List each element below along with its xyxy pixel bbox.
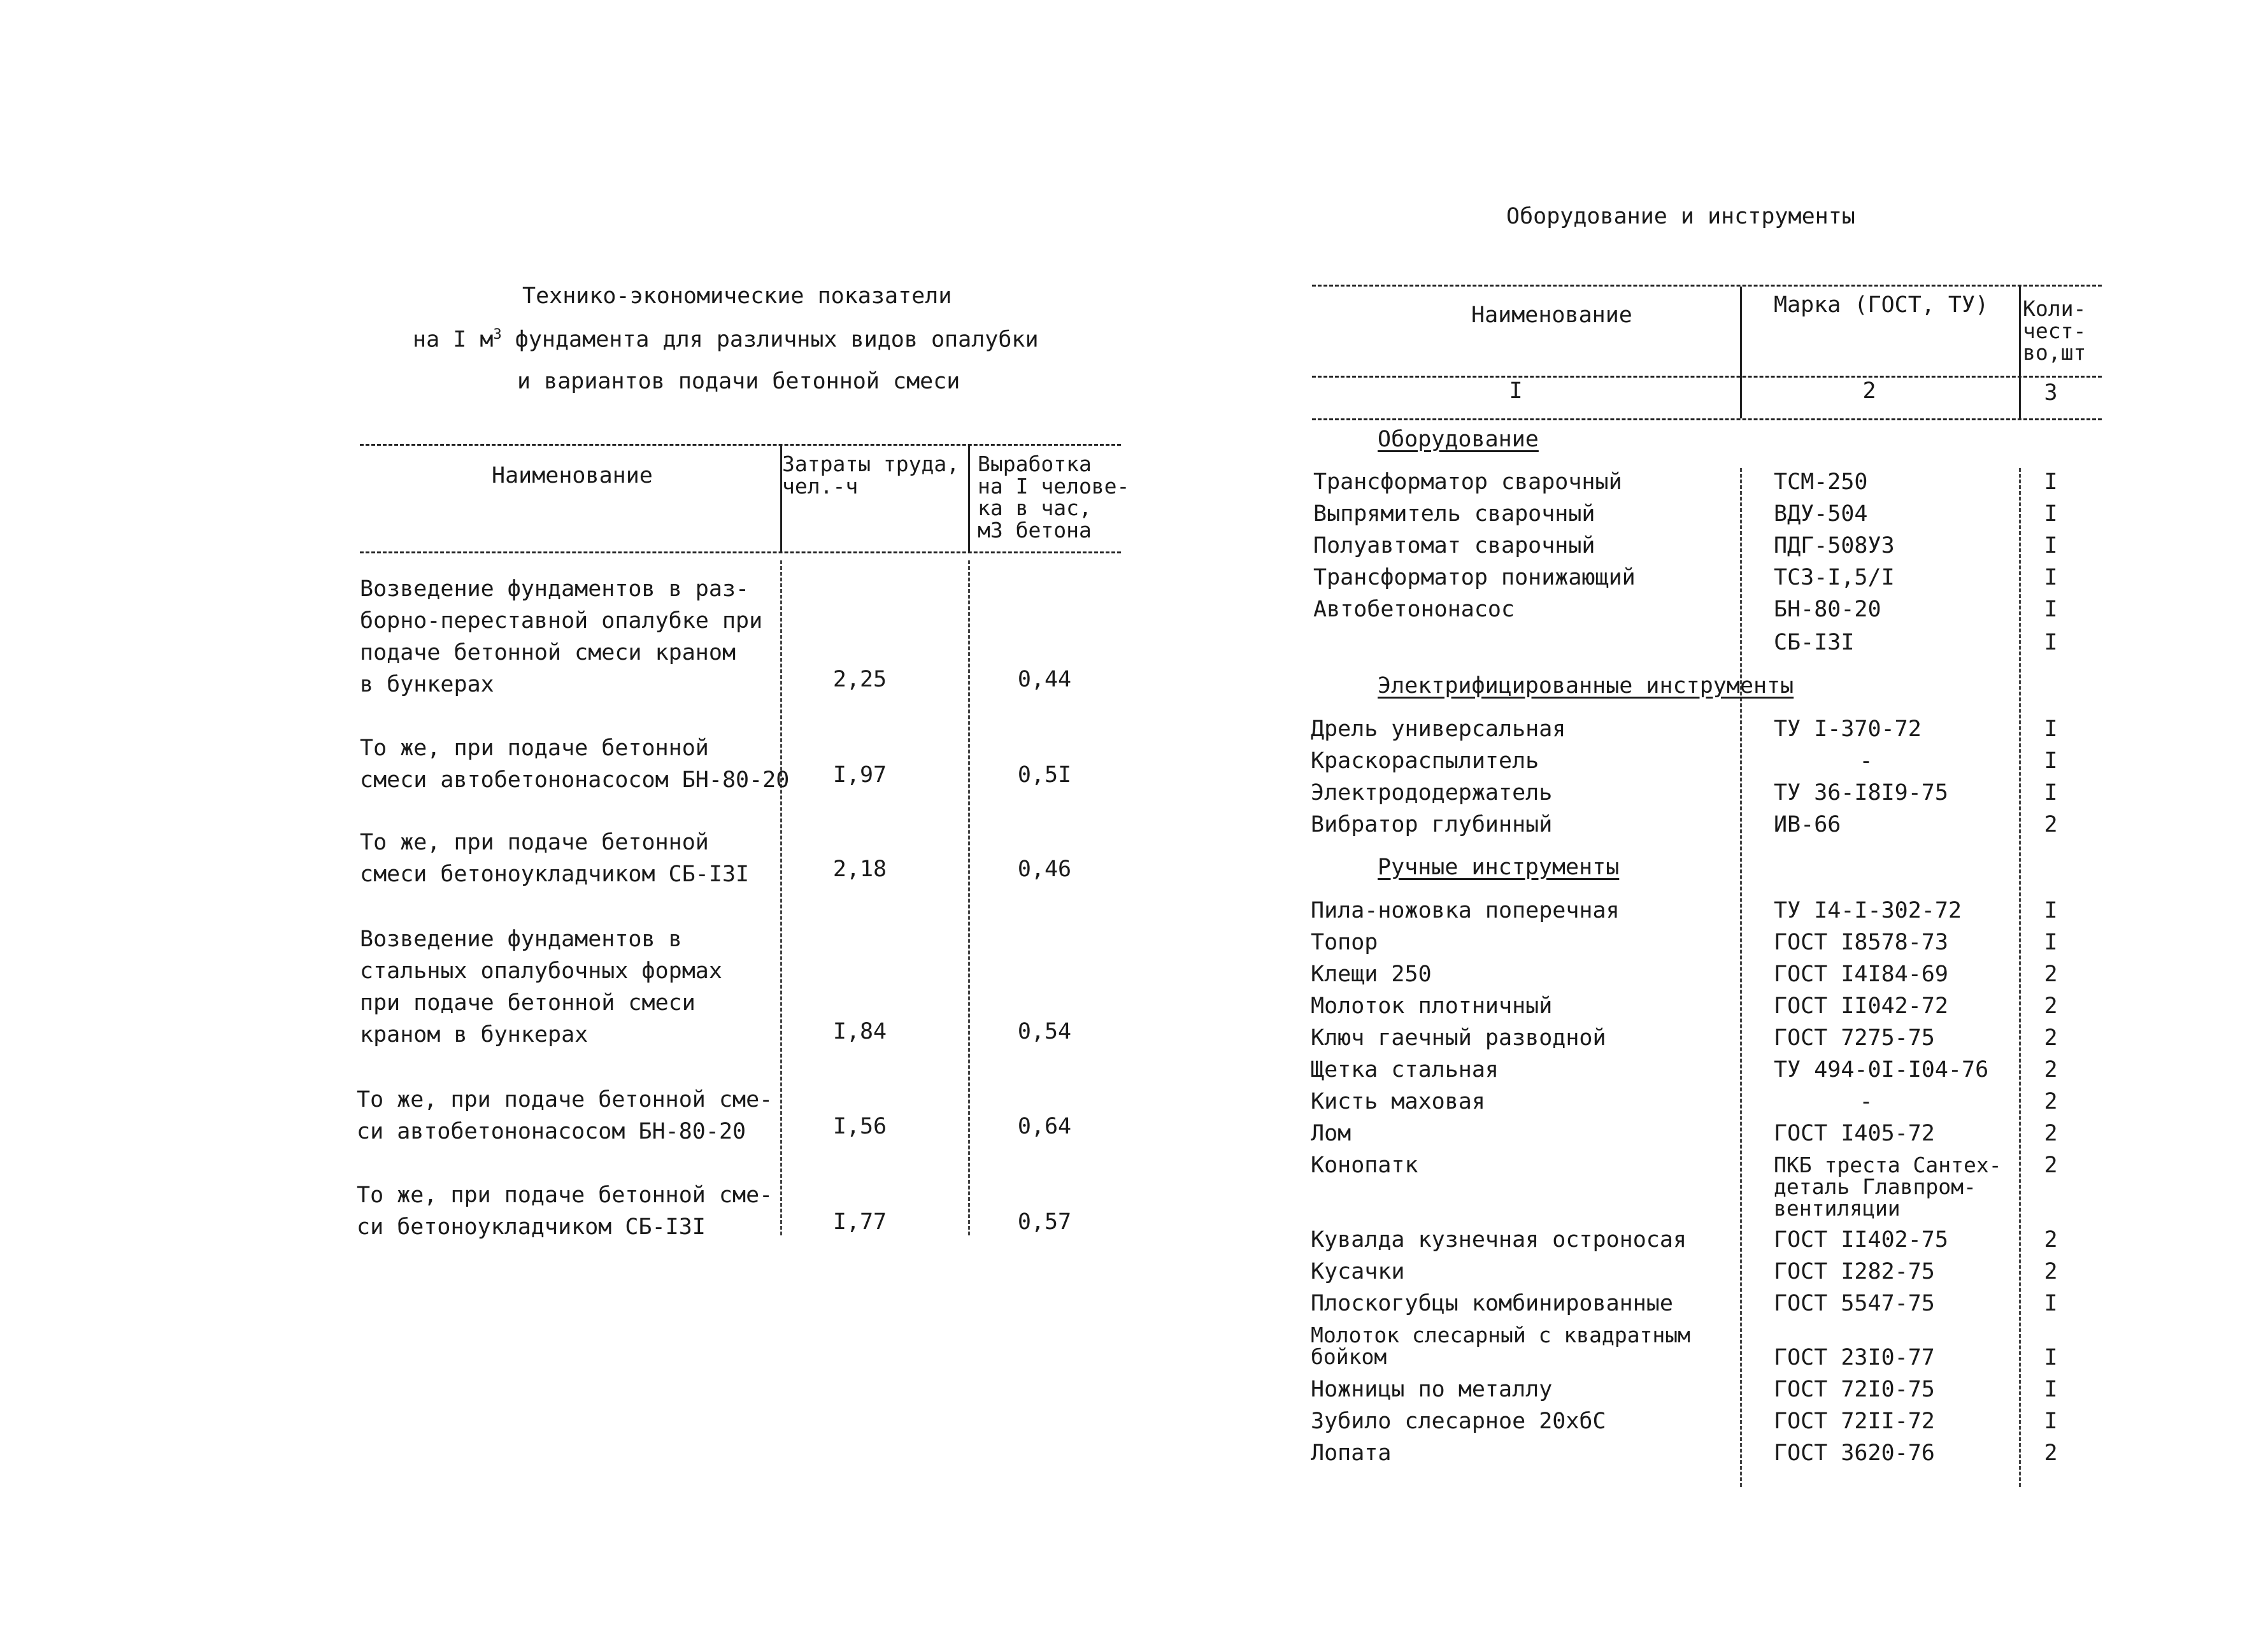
left-row-4-output: 0,54 — [1017, 1019, 1072, 1044]
section-title-equipment: Оборудование — [1378, 427, 1539, 452]
item-brand: ГОСТ 3620-76 — [1774, 1440, 1935, 1466]
item-name: Кусачки — [1311, 1259, 1405, 1284]
left-row-5-name: То же, при подаче бетонной сме- си автобетононасосом БН-80-20 — [357, 1087, 773, 1144]
item-brand: ГОСТ I8578-73 — [1774, 930, 1948, 955]
right-header-brand: Марка (ГОСТ, ТУ) — [1774, 292, 1989, 318]
item-brand: ГОСТ 72II-72 — [1774, 1409, 1935, 1434]
item-qty: 2 — [2044, 993, 2058, 1019]
left-title-suffix: фундамента для различных видов опалубки — [501, 327, 1039, 353]
item-qty: 2 — [2044, 1089, 2058, 1114]
left-title-line-1: Технико-экономические показатели — [522, 283, 952, 309]
left-top-rule — [360, 444, 1121, 446]
item-name: Кисть маховая — [1311, 1089, 1485, 1114]
item-brand: ПКБ треста Сантех- деталь Главпром- вентиляции — [1774, 1153, 2002, 1221]
item-brand: ГОСТ 7275-75 — [1774, 1025, 1935, 1051]
item-qty: I — [2044, 898, 2058, 923]
left-row-2-output: 0,5I — [1017, 762, 1072, 788]
item-qty: I — [2044, 780, 2058, 806]
item-name: Трансформатор сварочный — [1313, 469, 1622, 495]
item-brand: СБ-I3I — [1774, 630, 1855, 655]
item-name: Молоток слесарный с квадратным бойком — [1311, 1323, 1691, 1369]
item-brand: - — [1859, 1089, 1873, 1114]
item-brand: ГОСТ II402-75 — [1774, 1227, 1948, 1253]
item-brand: ВДУ-504 — [1774, 501, 1868, 527]
item-brand: ГОСТ I405-72 — [1774, 1121, 1935, 1146]
item-qty: 2 — [2044, 1025, 2058, 1051]
left-col-divider-2-body — [968, 560, 970, 1235]
item-name: Лом — [1311, 1121, 1352, 1146]
item-qty: I — [2044, 533, 2058, 558]
right-header-name: Наименование — [1471, 302, 1632, 328]
item-brand: ГОСТ I282-75 — [1774, 1259, 1935, 1284]
item-brand: ГОСТ 23I0-77 — [1774, 1345, 1935, 1370]
item-name: Плоскогубцы комбинированные — [1311, 1291, 1673, 1316]
left-header-labor: Затраты труда, чел.-ч — [782, 451, 960, 499]
item-brand: ТУ I4-I-302-72 — [1774, 898, 1962, 923]
item-qty: I — [2044, 748, 2058, 774]
item-name: Молоток плотничный — [1311, 993, 1553, 1019]
right-top-rule — [1312, 285, 2102, 287]
item-qty: 2 — [2044, 812, 2058, 837]
right-header-rule — [1312, 376, 2102, 378]
item-brand: ГОСТ 5547-75 — [1774, 1291, 1935, 1316]
left-row-1-name: Возведение фундаментов в раз- борно-переставной опалубке при подаче бетонной смеси краном в бункерах — [360, 576, 763, 697]
section-title-electric-tools: Электрифицированные инструменты — [1378, 673, 1794, 699]
item-brand: ТУ 494-0I-I04-76 — [1774, 1057, 1989, 1083]
right-header-qty: Коли- чест- во,шт — [2023, 296, 2086, 366]
left-row-1-labor: 2,25 — [832, 667, 887, 692]
item-qty: 2 — [2044, 1227, 2058, 1253]
item-name: Ножницы по металлу — [1311, 1377, 1553, 1402]
item-name: Топор — [1311, 930, 1378, 955]
item-name: Конопатк — [1311, 1153, 1418, 1178]
item-qty: 2 — [2044, 1121, 2058, 1146]
left-row-6-name: То же, при подаче бетонной сме- си бетоноукладчиком СБ-I3I — [357, 1183, 773, 1240]
left-col-divider-1-body — [780, 560, 782, 1235]
item-name: Кувалда кузнечная остроносая — [1311, 1227, 1687, 1253]
item-brand: ТУ I-370-72 — [1774, 716, 1922, 742]
item-brand: БН-80-20 — [1774, 597, 1881, 622]
item-name: Зубило слесарное 20хбС — [1311, 1409, 1606, 1434]
item-brand: ИВ-66 — [1774, 812, 1841, 837]
item-name: Вибратор глубинный — [1311, 812, 1553, 837]
right-title: Оборудование и инструменты — [1506, 204, 1855, 229]
item-qty: I — [2044, 930, 2058, 955]
item-qty: I — [2044, 597, 2058, 622]
left-row-2-name: То же, при подаче бетонной смеси автобетононасосом БН-80-20 — [360, 735, 790, 793]
item-brand: ТУ 36-I8I9-75 — [1774, 780, 1948, 806]
item-name: Автобетононасос — [1313, 597, 1515, 622]
right-col-num-2: 2 — [1862, 378, 1876, 404]
item-name: Трансформатор понижающий — [1313, 565, 1636, 590]
item-name: Ключ гаечный разводной — [1311, 1025, 1606, 1051]
item-qty: I — [2044, 565, 2058, 590]
right-col-divider-2-body — [2019, 468, 2021, 1487]
left-row-1-output: 0,44 — [1017, 667, 1072, 692]
item-qty: I — [2044, 1377, 2058, 1402]
left-row-3-output: 0,46 — [1017, 856, 1072, 882]
left-header-name: Наименование — [492, 463, 653, 488]
left-row-4-name: Возведение фундаментов в стальных опалубочных формах при подаче бетонной смеси краном в бункерах — [360, 927, 722, 1048]
item-name: Электрододержатель — [1311, 780, 1553, 806]
item-qty: 2 — [2044, 962, 2058, 987]
item-qty: I — [2044, 716, 2058, 742]
right-col-divider-1-body — [1740, 468, 1742, 1487]
item-qty: I — [2044, 1409, 2058, 1434]
section-title-hand-tools: Ручные инструменты — [1378, 855, 1620, 880]
item-brand: ГОСТ II042-72 — [1774, 993, 1948, 1019]
item-qty: I — [2044, 469, 2058, 495]
item-name: Щетка стальная — [1311, 1057, 1499, 1083]
item-qty: 2 — [2044, 1153, 2058, 1178]
right-col-num-3: 3 — [2044, 380, 2058, 406]
item-name: Дрель универсальная — [1311, 716, 1566, 742]
left-header-output: Выработка на I челове- ка в час, м3 бетона — [978, 451, 1130, 543]
right-col-num-1: I — [1509, 378, 1523, 404]
right-col-divider-1-head — [1740, 287, 1742, 418]
left-title-line-2 — [413, 328, 1039, 352]
left-row-3-labor: 2,18 — [832, 856, 887, 882]
item-qty: 2 — [2044, 1440, 2058, 1466]
item-name: Краскораспылитель — [1311, 748, 1539, 774]
left-row-2-labor: I,97 — [832, 762, 887, 788]
left-row-5-output: 0,64 — [1017, 1114, 1072, 1139]
item-name: Лопата — [1311, 1440, 1392, 1466]
item-qty: I — [2044, 1345, 2058, 1370]
item-qty: I — [2044, 1291, 2058, 1316]
right-numbers-rule — [1312, 418, 2102, 420]
left-title-prefix: на I м — [413, 327, 494, 353]
left-row-6-labor: I,77 — [832, 1209, 887, 1235]
item-qty: I — [2044, 501, 2058, 527]
left-row-3-name: То же, при подаче бетонной смеси бетоноукладчиком СБ-I3I — [360, 830, 750, 887]
item-qty: I — [2044, 630, 2058, 655]
left-header-rule — [360, 551, 1121, 553]
item-qty: 2 — [2044, 1259, 2058, 1284]
item-name: Клещи 250 — [1311, 962, 1432, 987]
item-brand: ГОСТ I4I84-69 — [1774, 962, 1948, 987]
left-col-divider-2 — [968, 446, 970, 551]
right-col-divider-2-head — [2019, 287, 2021, 418]
item-brand: ТСМ-250 — [1774, 469, 1868, 495]
item-brand: ПДГ-508УЗ — [1774, 533, 1895, 558]
left-row-4-labor: I,84 — [832, 1019, 887, 1044]
item-qty: 2 — [2044, 1057, 2058, 1083]
left-title-sup: 3 — [493, 327, 502, 343]
item-brand: - — [1859, 748, 1873, 774]
item-name: Выпрямитель сварочный — [1313, 501, 1595, 527]
item-name: Пила-ножовка поперечная — [1311, 898, 1620, 923]
item-name: Полуавтомат сварочный — [1313, 533, 1595, 558]
left-row-6-output: 0,57 — [1017, 1209, 1072, 1235]
left-row-5-labor: I,56 — [832, 1114, 887, 1139]
item-brand: ГОСТ 72I0-75 — [1774, 1377, 1935, 1402]
item-brand: ТСЗ-I,5/I — [1774, 565, 1895, 590]
left-title-line-3: и вариантов подачи бетонной смеси — [517, 369, 960, 394]
